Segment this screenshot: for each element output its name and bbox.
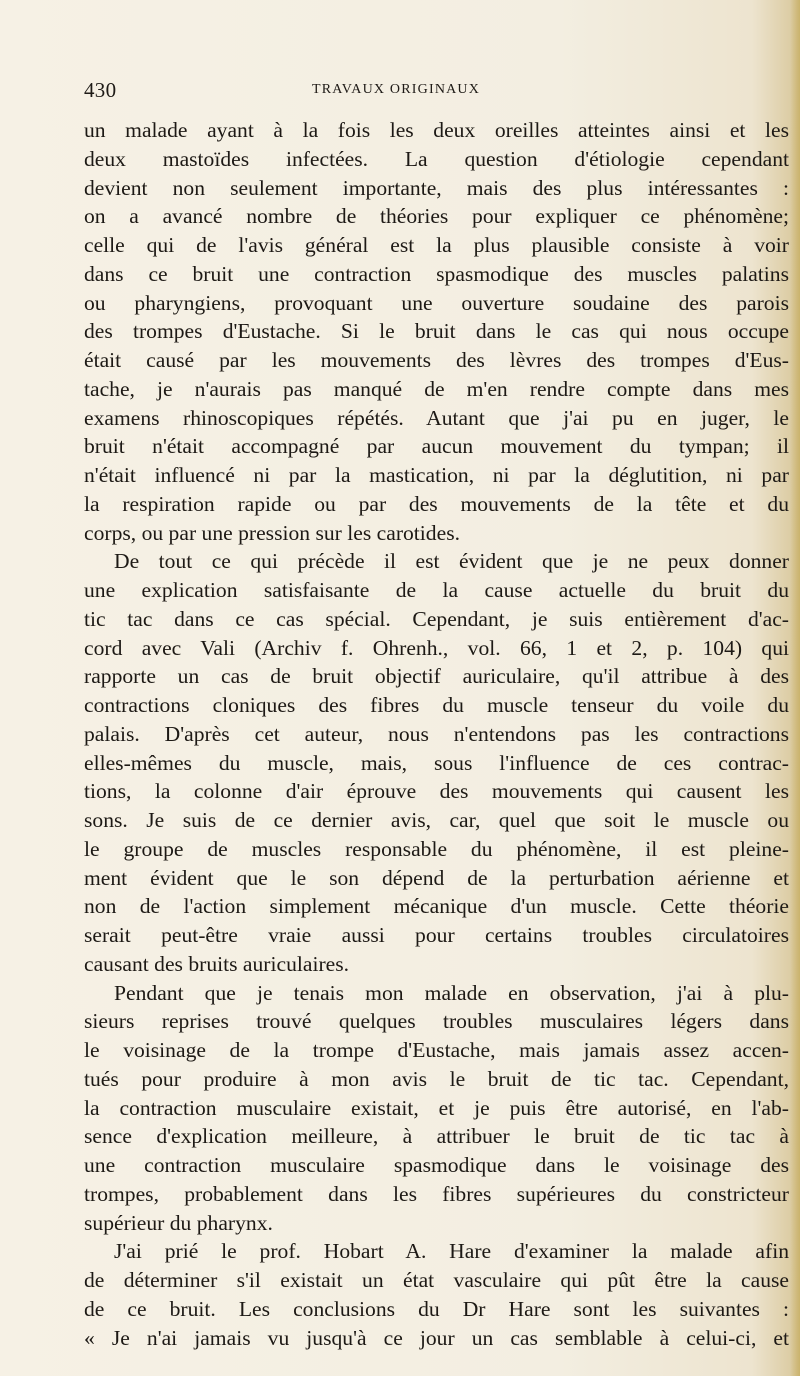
text-line: le groupe de muscles responsable du phénomène, il est pleine- <box>84 836 789 861</box>
text-line: trompes, probablement dans les fibres supérieures du constricteur <box>84 1181 789 1206</box>
text-line: tic tac dans ce cas spécial. Cependant, je suis entièrement d'ac- <box>84 606 789 631</box>
text-line: devient non seulement importante, mais des plus intéressantes : <box>84 175 789 200</box>
text-line: ment évident que le son dépend de la perturbation aérienne et <box>84 865 789 890</box>
text-line: tache, je n'aurais pas manqué de m'en rendre compte dans mes <box>84 376 789 401</box>
body-text <box>84 116 789 1352</box>
text-line: la respiration rapide ou par des mouvements de la tête et du <box>84 491 789 516</box>
text-line: de ce bruit. Les conclusions du Dr Hare sont les suivantes : <box>84 1296 789 1321</box>
text-line: le voisinage de la trompe d'Eustache, mais jamais assez accen- <box>84 1038 789 1062</box>
text-line: sence d'explication meilleure, à attribuer le bruit de tic tac à <box>84 1124 789 1149</box>
text-line: cord avec Vali (Archiv f. Ohrenh., vol. 66, 1 et 2, p. 104) qui <box>84 635 789 660</box>
text-line: causant des bruits auriculaires. <box>84 951 350 976</box>
text-line: supérieur du pharynx. <box>84 1210 273 1235</box>
text-line: une contraction musculaire spasmodique dans le voisinage des <box>84 1153 789 1177</box>
text-line: contractions cloniques des fibres du muscle tenseur du voile du <box>84 693 789 717</box>
text-line: n'était influencé ni par la mastication, ni par la déglutition, ni par <box>84 463 789 487</box>
text-line: elles-mêmes du muscle, mais, sous l'influence de ces contrac- <box>84 750 789 775</box>
text-line: bruit n'était accompagné par aucun mouvement du tympan; il <box>84 434 789 459</box>
text-line: ou pharyngiens, provoquant une ouverture soudaine des parois <box>84 290 789 315</box>
text-line: De tout ce qui précède il est évident que je ne peux donner <box>114 549 789 574</box>
page-number: 430 <box>84 78 117 102</box>
text-line: sieurs reprises trouvé quelques troubles musculaires légers dans <box>84 1009 789 1034</box>
text-line: palais. D'après cet auteur, nous n'entendons pas les contractions <box>84 721 789 746</box>
text-line: une explication satisfaisante de la cause actuelle du bruit du <box>84 578 789 602</box>
text-line: non de l'action simplement mécanique d'un muscle. Cette théorie <box>84 894 789 919</box>
text-line: celle qui de l'avis général est la plus plausible consiste à voir <box>84 233 789 257</box>
text-line: examens rhinoscopiques répétés. Autant que j'ai pu en juger, le <box>84 405 789 430</box>
text-line: un malade ayant à la fois les deux oreilles atteintes ainsi et les <box>84 118 789 142</box>
text-line: corps, ou par une pression sur les carotides. <box>84 520 460 545</box>
text-line: on a avancé nombre de théories pour expliquer ce phénomène; <box>84 204 789 229</box>
text-line: des trompes d'Eustache. Si le bruit dans le cas qui nous occupe <box>84 319 789 344</box>
page-header <box>84 78 784 104</box>
text-line: tués pour produire à mon avis le bruit de tic tac. Cependant, <box>84 1066 789 1091</box>
running-head: TRAVAUX ORIGINAUX <box>312 82 481 97</box>
text-line: était causé par les mouvements des lèvres des trompes d'Eus- <box>84 348 789 372</box>
text-line: « Je n'ai jamais vu jusqu'à ce jour un cas semblable à celui-ci, et <box>84 1325 789 1350</box>
text-line: tions, la colonne d'air éprouve des mouvements qui causent les <box>84 779 789 804</box>
text-line: la contraction musculaire existait, et je puis être autorisé, en l'ab- <box>84 1095 789 1120</box>
text-line: dans ce bruit une contraction spasmodique des muscles palatins <box>84 261 789 286</box>
text-line: sons. Je suis de ce dernier avis, car, quel que soit le muscle ou <box>84 808 789 832</box>
text-line: deux mastoïdes infectées. La question d'étiologie cependant <box>84 146 789 171</box>
text-line: Pendant que je tenais mon malade en observation, j'ai à plu- <box>114 980 789 1005</box>
page-edge-shadow <box>790 0 800 1376</box>
text-line: serait peut-être vraie aussi pour certains troubles circulatoires <box>84 923 789 947</box>
text-line: de déterminer s'il existait un état vasculaire qui pût être la cause <box>84 1268 789 1292</box>
text-line: rapporte un cas de bruit objectif auriculaire, qu'il attribue à des <box>84 664 789 689</box>
text-line: J'ai prié le prof. Hobart A. Hare d'examiner la malade afin <box>114 1239 789 1264</box>
